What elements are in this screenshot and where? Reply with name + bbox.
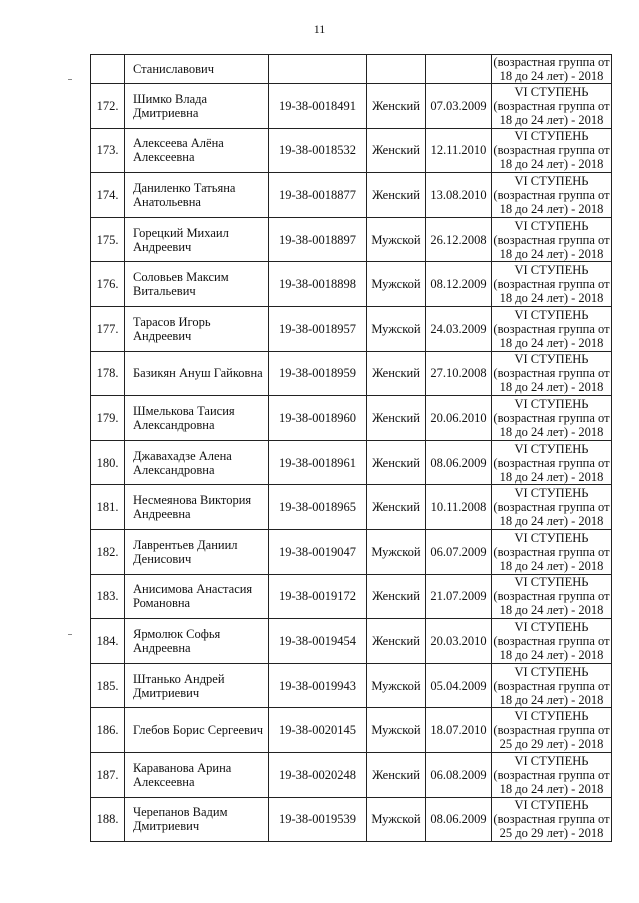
margin-mark [68, 634, 72, 635]
award-group: (возрастная группа от [493, 55, 610, 69]
uin-cell: 19-38-0019172 [269, 574, 367, 619]
award-range: 18 до 24 лет) - 2018 [499, 291, 604, 306]
row-number-cell: 175. [91, 217, 125, 262]
uin-cell: 19-38-0018491 [269, 84, 367, 129]
award-cell [492, 529, 612, 574]
award-range: 18 до 24 лет) - 2018 [499, 157, 604, 172]
award-range: 18 до 24 лет) - 2018 [499, 424, 604, 439]
award-group: (возрастная группа от [493, 187, 610, 202]
award-range: 18 до 24 лет) - 2018 [499, 514, 604, 529]
name-cell: Ярмолюк Софья Андреевна [125, 619, 269, 664]
award-cell [492, 351, 612, 396]
row-number-cell: 176. [91, 262, 125, 307]
uin-cell: 19-38-0020248 [269, 752, 367, 797]
sex-cell: Женский [367, 619, 426, 664]
award-group: (возрастная группа от [493, 767, 610, 782]
dob-cell: 20.03.2010 [426, 619, 492, 664]
award-range: 25 до 29 лет) - 2018 [499, 826, 604, 841]
award-group: (возрастная группа от [493, 678, 610, 693]
name-cell: Шмелькова Таисия Александровна [125, 396, 269, 441]
award-cell [492, 396, 612, 441]
award-cell [492, 440, 612, 485]
award-range: 18 до 24 лет) - 2018 [499, 781, 604, 796]
name-cell: Штанько Андрей Дмитриевич [125, 663, 269, 708]
award-stage: VI СТУПЕНЬ [514, 575, 589, 590]
uin-cell: 19-38-0019943 [269, 663, 367, 708]
uin-cell: 19-38-0019539 [269, 797, 367, 842]
sex-cell: Женский [367, 440, 426, 485]
dob-cell: 21.07.2009 [426, 574, 492, 619]
dob-cell: 27.10.2008 [426, 351, 492, 396]
row-number-cell: 177. [91, 306, 125, 351]
award-cell [492, 485, 612, 530]
sex-cell: Мужской [367, 663, 426, 708]
table-row [91, 128, 612, 173]
row-number-cell: 172. [91, 84, 125, 129]
sex-cell: Женский [367, 128, 426, 173]
table-row [91, 306, 612, 351]
award-group: (возрастная группа от [493, 410, 610, 425]
table-row [91, 619, 612, 664]
table-row [91, 752, 612, 797]
award-group: (возрастная группа от [493, 633, 610, 648]
award-group: (возрастная группа от [493, 277, 610, 292]
row-number-cell [91, 55, 125, 84]
dob-cell: 07.03.2009 [426, 84, 492, 129]
award-range: 18 до 24 лет) - 2018 [499, 246, 604, 261]
dob-cell: 10.11.2008 [426, 485, 492, 530]
name-cell: Даниленко Татьяна Анатольевна [125, 173, 269, 218]
table-row-continued [91, 55, 612, 84]
award-range: 18 до 24 лет) - 2018 [499, 603, 604, 618]
uin-cell: 19-38-0020145 [269, 708, 367, 753]
award-stage: VI СТУПЕНЬ [514, 396, 589, 411]
name-cell: Станиславович [125, 55, 269, 84]
dob-cell: 08.06.2009 [426, 797, 492, 842]
award-range: 18 до 24 лет) - 2018 [499, 558, 604, 573]
award-range: 18 до 24 лет) - 2018 [499, 692, 604, 707]
award-stage: VI СТУПЕНЬ [514, 307, 589, 322]
sex-cell: Женский [367, 396, 426, 441]
award-group: (возрастная группа от [493, 589, 610, 604]
award-stage: VI СТУПЕНЬ [514, 709, 589, 724]
uin-cell: 19-38-0018532 [269, 128, 367, 173]
sex-cell: Мужской [367, 306, 426, 351]
table-row [91, 84, 612, 129]
sex-cell: Мужской [367, 217, 426, 262]
name-cell: Джавахадзе Алена Александровна [125, 440, 269, 485]
sex-cell: Мужской [367, 262, 426, 307]
sex-cell: Мужской [367, 797, 426, 842]
award-cell [492, 752, 612, 797]
award-range: 18 до 24 лет) - 2018 [499, 201, 604, 216]
award-group: (возрастная группа от [493, 723, 610, 738]
sex-cell: Женский [367, 485, 426, 530]
row-number-cell: 173. [91, 128, 125, 173]
name-cell: Караванова Арина Алексеевна [125, 752, 269, 797]
table-row [91, 708, 612, 753]
award-group: (возрастная группа от [493, 232, 610, 247]
award-range: 18 до 24 лет) - 2018 [499, 335, 604, 350]
award-group: (возрастная группа от [493, 143, 610, 158]
name-cell: Несмеянова Виктория Андреевна [125, 485, 269, 530]
award-cell [492, 128, 612, 173]
award-cell [492, 797, 612, 842]
award-cell [492, 55, 612, 84]
award-stage: VI СТУПЕНЬ [514, 798, 589, 813]
row-number-cell: 182. [91, 529, 125, 574]
sex-cell: Мужской [367, 529, 426, 574]
name-cell: Алексеева Алёна Алексеевна [125, 128, 269, 173]
award-stage: VI СТУПЕНЬ [514, 753, 589, 768]
roster-table [90, 54, 612, 842]
name-cell: Горецкий Михаил Андреевич [125, 217, 269, 262]
uin-cell: 19-38-0018961 [269, 440, 367, 485]
name-cell: Тарасов Игорь Андреевич [125, 306, 269, 351]
award-stage: VI СТУПЕНЬ [514, 173, 589, 188]
row-number-cell: 180. [91, 440, 125, 485]
sex-cell: Женский [367, 84, 426, 129]
name-cell: Глебов Борис Сергеевич [125, 708, 269, 753]
award-range: 18 до 24 лет) - 2018 [499, 112, 604, 127]
uin-cell: 19-38-0018957 [269, 306, 367, 351]
award-range: 18 до 24 лет) - 2018 [499, 647, 604, 662]
uin-cell: 19-38-0018960 [269, 396, 367, 441]
award-group: (возрастная группа от [493, 366, 610, 381]
dob-cell: 08.12.2009 [426, 262, 492, 307]
uin-cell: 19-38-0018897 [269, 217, 367, 262]
award-stage: VI СТУПЕНЬ [514, 84, 589, 99]
table-row [91, 485, 612, 530]
name-cell: Черепанов Вадим Дмитриевич [125, 797, 269, 842]
dob-cell: 06.07.2009 [426, 529, 492, 574]
award-group: (возрастная группа от [493, 812, 610, 827]
award-range: 18 до 24 лет) - 2018 [499, 69, 604, 83]
table-row [91, 173, 612, 218]
name-cell: Шимко Влада Дмитриевна [125, 84, 269, 129]
page-number: 11 [313, 22, 326, 36]
award-stage: VI СТУПЕНЬ [514, 218, 589, 233]
row-number-cell: 186. [91, 708, 125, 753]
name-cell: Лаврентьев Даниил Денисович [125, 529, 269, 574]
award-cell [492, 306, 612, 351]
award-cell [492, 619, 612, 664]
award-cell [492, 708, 612, 753]
award-cell [492, 262, 612, 307]
table-row [91, 396, 612, 441]
row-number-cell: 181. [91, 485, 125, 530]
award-stage: VI СТУПЕНЬ [514, 619, 589, 634]
award-group: (возрастная группа от [493, 455, 610, 470]
uin-cell: 19-38-0019047 [269, 529, 367, 574]
dob-cell: 26.12.2008 [426, 217, 492, 262]
sex-cell: Женский [367, 351, 426, 396]
sex-cell: Женский [367, 173, 426, 218]
roster-body [91, 55, 612, 842]
award-stage: VI СТУПЕНЬ [514, 263, 589, 278]
table-row [91, 574, 612, 619]
award-cell [492, 84, 612, 129]
table-row [91, 529, 612, 574]
uin-cell: 19-38-0018965 [269, 485, 367, 530]
award-stage: VI СТУПЕНЬ [514, 664, 589, 679]
row-number-cell: 178. [91, 351, 125, 396]
award-cell [492, 173, 612, 218]
dob-cell: 20.06.2010 [426, 396, 492, 441]
row-number-cell: 188. [91, 797, 125, 842]
row-number-cell: 174. [91, 173, 125, 218]
name-cell: Базикян Ануш Гайковна [125, 351, 269, 396]
dob-cell: 05.04.2009 [426, 663, 492, 708]
uin-cell: 19-38-0018898 [269, 262, 367, 307]
table-row [91, 351, 612, 396]
dob-cell: 24.03.2009 [426, 306, 492, 351]
sex-cell: Женский [367, 574, 426, 619]
award-stage: VI СТУПЕНЬ [514, 486, 589, 501]
table-row [91, 663, 612, 708]
uin-cell [269, 55, 367, 84]
award-group: (возрастная группа от [493, 500, 610, 515]
award-group: (возрастная группа от [493, 544, 610, 559]
dob-cell: 06.08.2009 [426, 752, 492, 797]
dob-cell: 08.06.2009 [426, 440, 492, 485]
sex-cell: Мужской [367, 708, 426, 753]
award-range: 18 до 24 лет) - 2018 [499, 469, 604, 484]
row-number-cell: 185. [91, 663, 125, 708]
dob-cell [426, 55, 492, 84]
award-group: (возрастная группа от [493, 321, 610, 336]
row-number-cell: 179. [91, 396, 125, 441]
row-number-cell: 183. [91, 574, 125, 619]
award-range: 25 до 29 лет) - 2018 [499, 737, 604, 752]
award-cell [492, 574, 612, 619]
table-row [91, 262, 612, 307]
sex-cell [367, 55, 426, 84]
uin-cell: 19-38-0018877 [269, 173, 367, 218]
table-row [91, 217, 612, 262]
sex-cell: Женский [367, 752, 426, 797]
dob-cell: 12.11.2010 [426, 128, 492, 173]
dob-cell: 13.08.2010 [426, 173, 492, 218]
award-stage: VI СТУПЕНЬ [514, 129, 589, 144]
table-row [91, 440, 612, 485]
table-row [91, 797, 612, 842]
margin-mark [68, 79, 72, 80]
award-cell [492, 663, 612, 708]
dob-cell: 18.07.2010 [426, 708, 492, 753]
award-stage: VI СТУПЕНЬ [514, 530, 589, 545]
uin-cell: 19-38-0018959 [269, 351, 367, 396]
name-cell: Анисимова Анастасия Романовна [125, 574, 269, 619]
name-cell: Соловьев Максим Витальевич [125, 262, 269, 307]
award-range: 18 до 24 лет) - 2018 [499, 380, 604, 395]
row-number-cell: 187. [91, 752, 125, 797]
uin-cell: 19-38-0019454 [269, 619, 367, 664]
award-cell [492, 217, 612, 262]
award-stage: VI СТУПЕНЬ [514, 352, 589, 367]
award-group: (возрастная группа от [493, 98, 610, 113]
row-number-cell: 184. [91, 619, 125, 664]
award-stage: VI СТУПЕНЬ [514, 441, 589, 456]
